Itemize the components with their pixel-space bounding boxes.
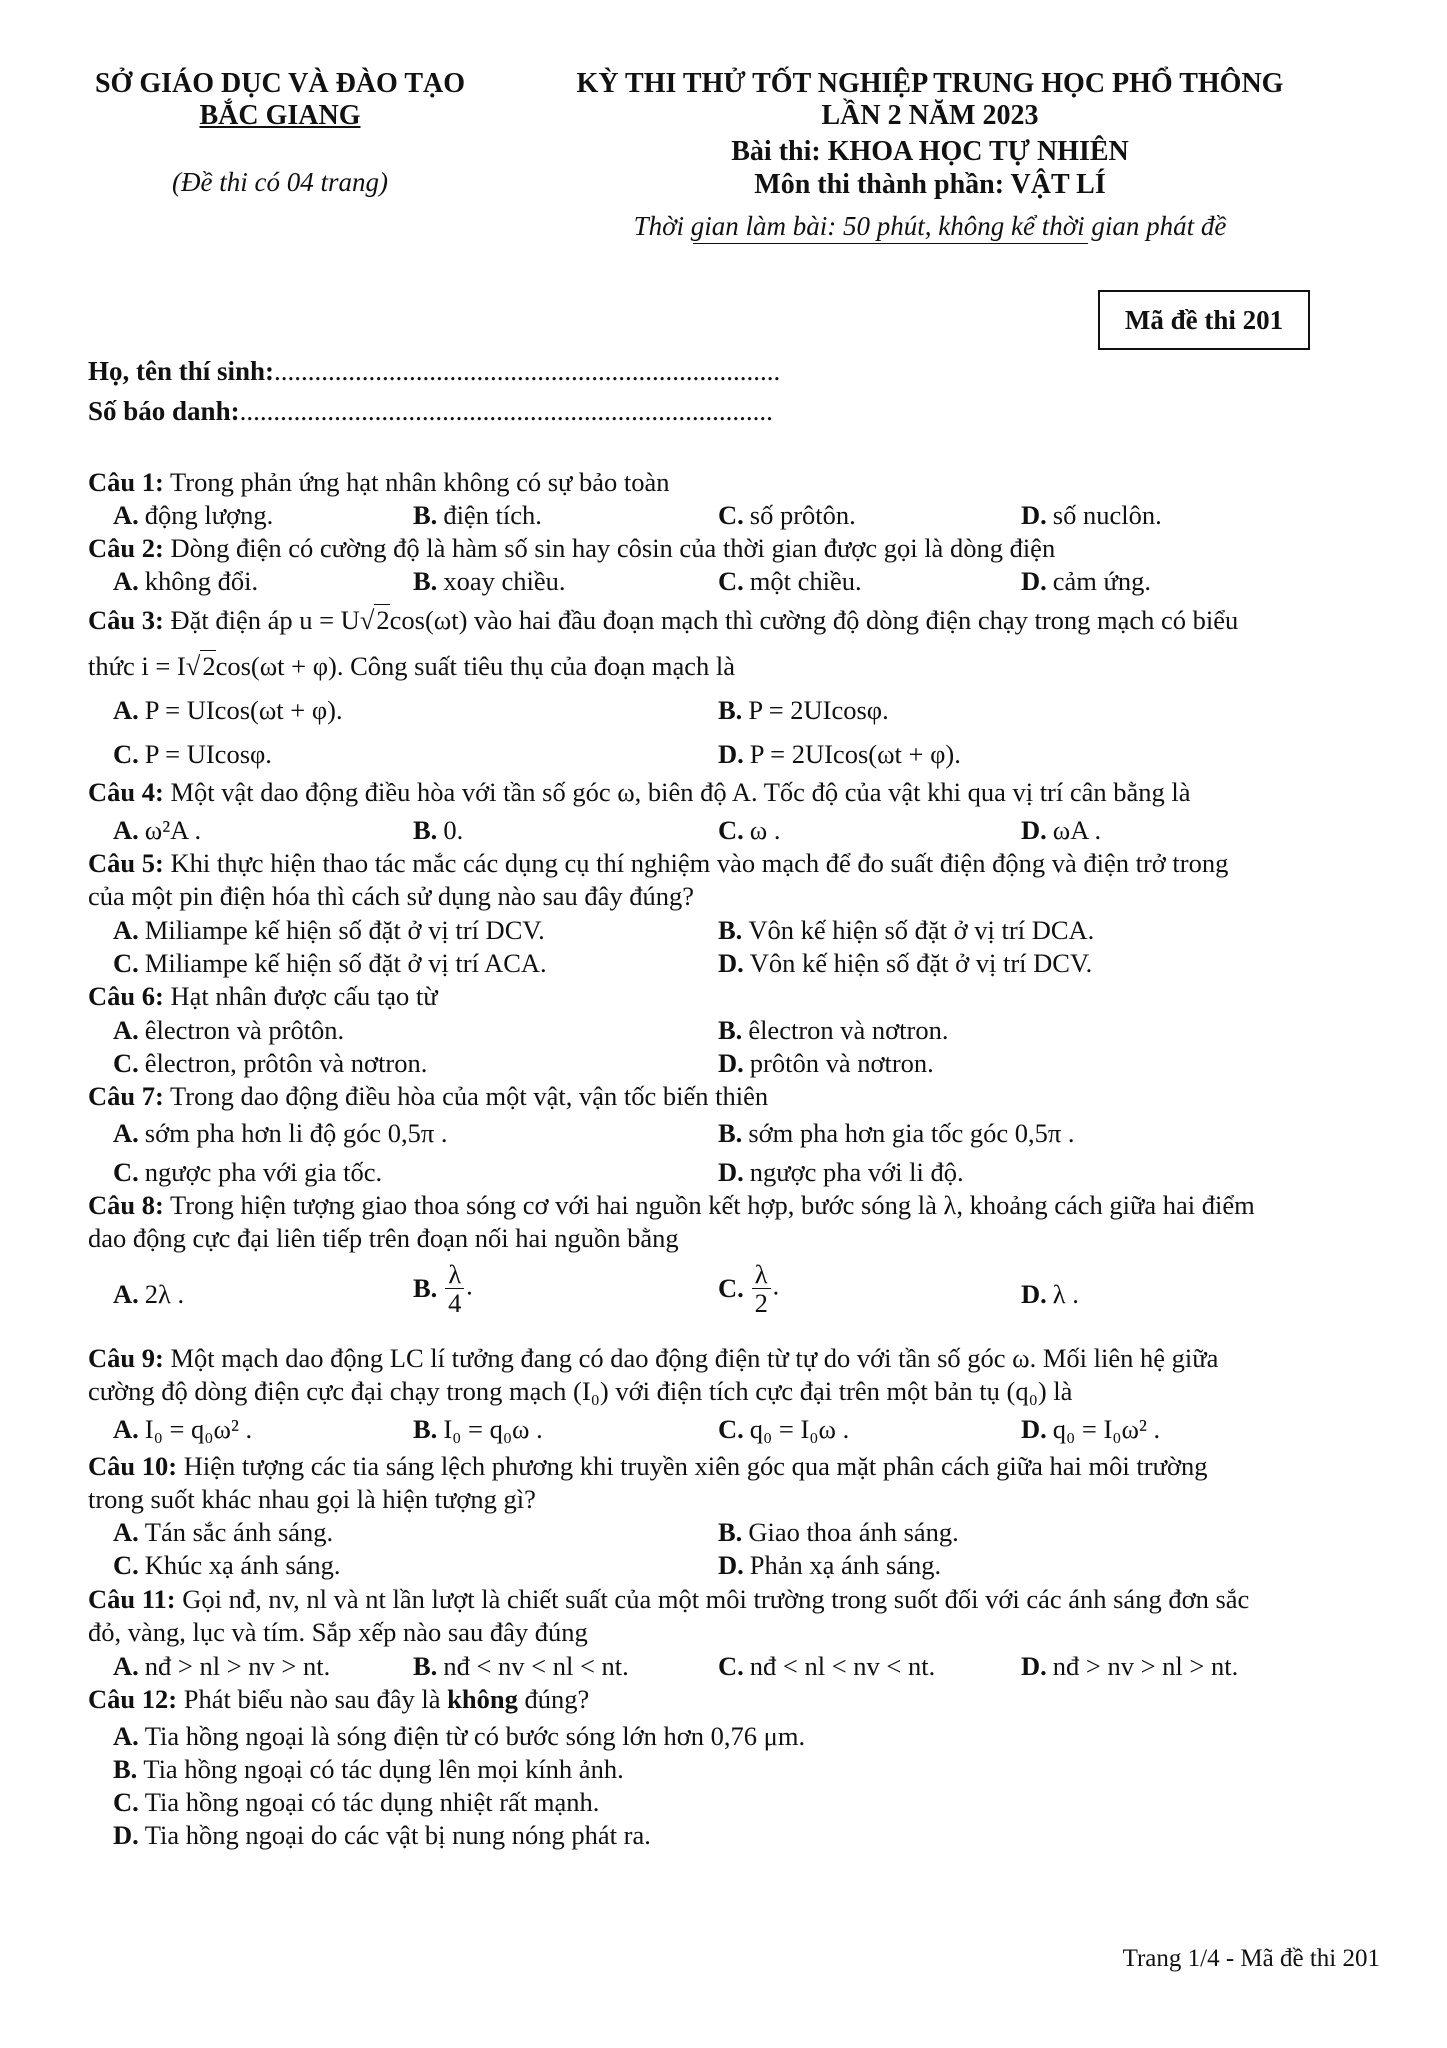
q4-option-c: C. ω . bbox=[718, 815, 781, 845]
q3-option-d: D. P = 2UIcos(ωt + φ). bbox=[718, 739, 961, 769]
question-1: Câu 1: Trong phản ứng hạt nhân không có sự bảo toàn bbox=[88, 467, 670, 497]
q1-option-d: D. số nuclôn. bbox=[1021, 500, 1162, 530]
q2-option-c: C. một chiều. bbox=[718, 566, 862, 596]
exam-time: Thời gian làm bài: 50 phút, không kể thời gian phát đề bbox=[633, 211, 1227, 241]
q6-option-a: A. êlectron và prôtôn. bbox=[113, 1015, 345, 1045]
q9-option-d: D. q₀ = I₀ω² . bbox=[1021, 1414, 1161, 1444]
question-8-line2: dao động cực đại liên tiếp trên đoạn nối hai nguồn bằng bbox=[88, 1223, 679, 1253]
q4-option-a: A. ω²A . bbox=[113, 815, 202, 845]
time-underline bbox=[693, 243, 1088, 244]
q8-option-c: C. $\frac{\lambda}{2}$ . bbox=[718, 1259, 780, 1318]
q11-option-d: D. nđ > nv > nl > nt. bbox=[1021, 1651, 1239, 1681]
question-8-line1: Câu 8: Trong hiện tượng giao thoa sóng cơ với hai nguồn kết hợp, bước sóng là λ, khoảng cách giữa hai điểm bbox=[88, 1190, 1255, 1220]
question-9-line2: cường độ dòng điện cực đại chạy trong mạch (I₀) với điện tích cực đại trên một bản tụ (q₀) là bbox=[88, 1376, 1073, 1406]
province-name: BẮC GIANG bbox=[199, 100, 361, 131]
q7-option-c: C. ngược pha với gia tốc. bbox=[113, 1157, 383, 1187]
q9-option-c: C. q₀ = I₀ω . bbox=[718, 1414, 850, 1444]
question-10-line1: Câu 10: Hiện tượng các tia sáng lệch phương khi truyền xiên góc qua mặt phân cách giữa hai môi trường bbox=[88, 1451, 1208, 1481]
candidate-id-line: Số báo danh:............................................................................... bbox=[88, 396, 773, 426]
q1-option-c: C. số prôtôn. bbox=[718, 500, 856, 530]
q6-option-b: B. êlectron và nơtron. bbox=[718, 1015, 949, 1045]
q5-option-c: C. Miliampe kế hiện số đặt ở vị trí ACA. bbox=[113, 948, 547, 978]
question-7: Câu 7: Trong dao động điều hòa của một vật, vận tốc biến thiên bbox=[88, 1081, 769, 1111]
question-10-line2: trong suốt khác nhau gọi là hiện tượng gì? bbox=[88, 1484, 536, 1514]
exam-title: KỲ THI THỬ TỐT NGHIỆP TRUNG HỌC PHỔ THÔNG bbox=[576, 68, 1284, 99]
exam-component: Môn thi thành phần: VẬT LÍ bbox=[754, 169, 1106, 200]
question-2: Câu 2: Dòng điện có cường độ là hàm số sin hay côsin của thời gian được gọi là dòng điện bbox=[88, 533, 1056, 563]
q5-option-d: D. Vôn kế hiện số đặt ở vị trí DCV. bbox=[718, 948, 1093, 978]
q9-option-b: B. I₀ = q₀ω . bbox=[413, 1414, 543, 1444]
question-9-line1: Câu 9: Một mạch dao động LC lí tưởng đang có dao động điện từ tự do với tần số góc ω. Mối liên hệ giữa bbox=[88, 1343, 1219, 1373]
q3-option-a: A. P = UIcos(ωt + φ). bbox=[113, 695, 343, 725]
q1-option-b: B. điện tích. bbox=[413, 500, 542, 530]
q9-option-a: A. I₀ = q₀ω² . bbox=[113, 1414, 253, 1444]
q5-option-b: B. Vôn kế hiện số đặt ở vị trí DCA. bbox=[718, 915, 1095, 945]
q12-option-b: B. Tia hồng ngoại có tác dụng lên mọi kính ảnh. bbox=[113, 1754, 624, 1784]
q6-option-d: D. prôtôn và nơtron. bbox=[718, 1048, 934, 1078]
q12-option-a: A. Tia hồng ngoại là sóng điện từ có bước sóng lớn hơn 0,76 μm. bbox=[113, 1721, 806, 1751]
question-12: Câu 12: Phát biểu nào sau đây là không đúng? bbox=[88, 1684, 590, 1714]
q8-option-b: B. $\frac{\lambda}{4}$ . bbox=[413, 1259, 473, 1318]
question-6: Câu 6: Hạt nhân được cấu tạo từ bbox=[88, 981, 438, 1011]
question-3-line1: Câu 3: Đặt điện áp u = U√2cos(ωt) vào hai đầu đoạn mạch thì cường độ dòng điện chạy trong mạch có biểu bbox=[88, 605, 1239, 635]
q11-option-a: A. nđ > nl > nv > nt. bbox=[113, 1651, 331, 1681]
q7-option-b: B. sớm pha hơn gia tốc góc 0,5π . bbox=[718, 1118, 1075, 1148]
exam-subject: Bài thi: KHOA HỌC TỰ NHIÊN bbox=[731, 136, 1129, 167]
q8-option-a: A. 2λ . bbox=[113, 1279, 185, 1309]
question-11-line1: Câu 11: Gọi nđ, nv, nl và nt lần lượt là chiết suất của một môi trường trong suốt đối với các ánh sáng đơn sắc bbox=[88, 1584, 1250, 1614]
q7-option-a: A. sớm pha hơn li độ góc 0,5π . bbox=[113, 1118, 448, 1148]
q10-option-d: D. Phản xạ ánh sáng. bbox=[718, 1550, 942, 1580]
q11-option-c: C. nđ < nl < nv < nt. bbox=[718, 1651, 936, 1681]
question-5-line1: Câu 5: Khi thực hiện thao tác mắc các dụng cụ thí nghiệm vào mạch để đo suất điện động và điện trở trong bbox=[88, 848, 1229, 878]
q2-option-d: D. cảm ứng. bbox=[1021, 566, 1152, 596]
q10-option-c: C. Khúc xạ ánh sáng. bbox=[113, 1550, 341, 1580]
q3-option-b: B. P = 2UIcosφ. bbox=[718, 695, 889, 725]
candidate-name-line: Họ, tên thí sinh:........................................................................... bbox=[88, 356, 781, 386]
exam-round: LẦN 2 NĂM 2023 bbox=[821, 100, 1039, 131]
lambda-over-2: $\frac{\lambda}{2}$ bbox=[752, 1260, 771, 1317]
q10-option-a: A. Tán sắc ánh sáng. bbox=[113, 1517, 334, 1547]
q2-option-b: B. xoay chiều. bbox=[413, 566, 566, 596]
q7-option-d: D. ngược pha với li độ. bbox=[718, 1157, 964, 1187]
lambda-over-4: $\frac{\lambda}{4}$ bbox=[445, 1260, 464, 1317]
q6-option-c: C. êlectron, prôtôn và nơtron. bbox=[113, 1048, 428, 1078]
q12-option-d: D. Tia hồng ngoại do các vật bị nung nóng phát ra. bbox=[113, 1820, 651, 1850]
question-5-line2: của một pin điện hóa thì cách sử dụng nào sau đây đúng? bbox=[88, 881, 695, 911]
exam-code-box: Mã đề thi 201 bbox=[1098, 290, 1310, 350]
page-footer: Trang 1/4 - Mã đề thi 201 bbox=[1122, 1945, 1380, 1972]
q8-option-d: D. λ . bbox=[1021, 1279, 1079, 1309]
q3-option-c: C. P = UIcosφ. bbox=[113, 739, 272, 769]
page-count-note: (Đề thi có 04 trang) bbox=[172, 167, 388, 197]
q11-option-b: B. nđ < nv < nl < nt. bbox=[413, 1651, 629, 1681]
q1-option-a: A. động lượng. bbox=[113, 500, 274, 530]
question-4: Câu 4: Một vật dao động điều hòa với tần số góc ω, biên độ A. Tốc độ của vật khi qua vị trí cân bằng là bbox=[88, 777, 1191, 807]
q2-option-a: A. không đổi. bbox=[113, 566, 259, 596]
q5-option-a: A. Miliampe kế hiện số đặt ở vị trí DCV. bbox=[113, 915, 545, 945]
q12-option-c: C. Tia hồng ngoại có tác dụng nhiệt rất mạnh. bbox=[113, 1787, 600, 1817]
question-3-line2: thức i = I√2cos(ωt + φ). Công suất tiêu thụ của đoạn mạch là bbox=[88, 651, 735, 681]
q10-option-b: B. Giao thoa ánh sáng. bbox=[718, 1517, 959, 1547]
question-11-line2: đỏ, vàng, lục và tím. Sắp xếp nào sau đây đúng bbox=[88, 1617, 588, 1647]
q4-option-d: D. ωA . bbox=[1021, 815, 1102, 845]
department-name: SỞ GIÁO DỤC VÀ ĐÀO TẠO bbox=[94, 68, 465, 99]
q4-option-b: B. 0. bbox=[413, 815, 464, 845]
